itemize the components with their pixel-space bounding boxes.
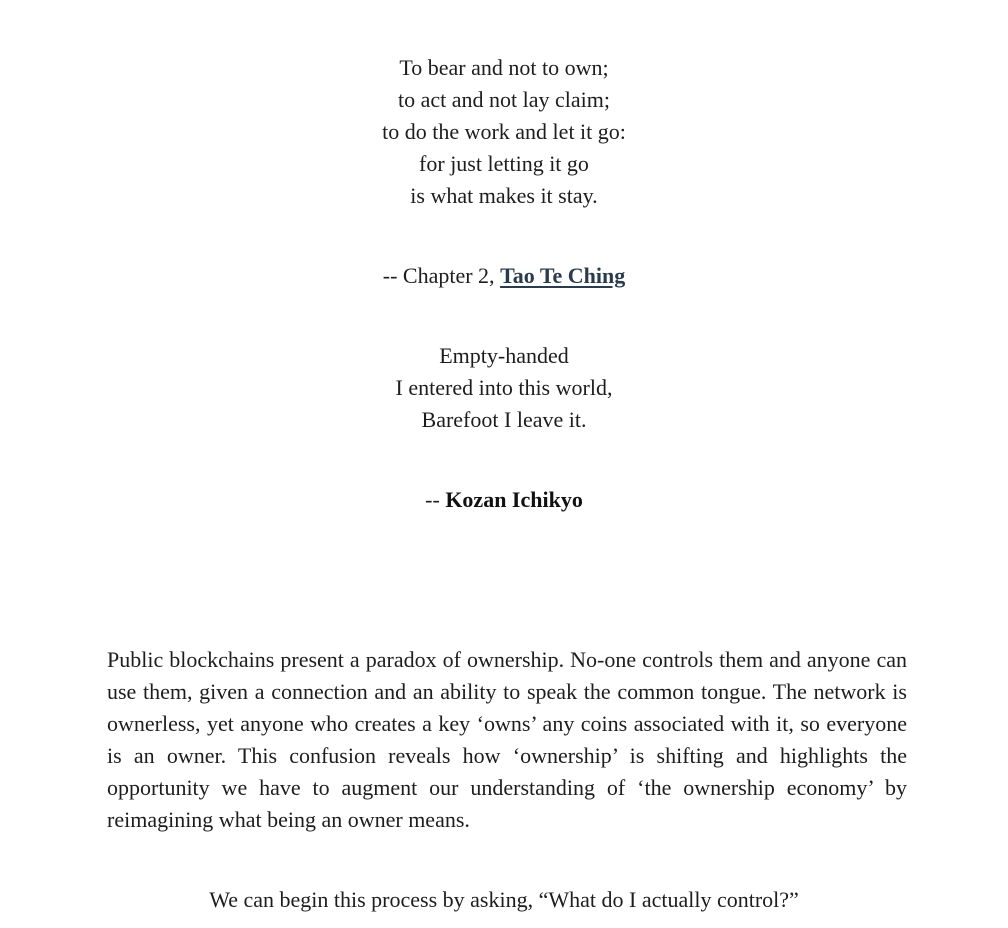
quote-line: I entered into this world, xyxy=(395,375,613,400)
quote-line: To bear and not to own; xyxy=(399,55,609,80)
quote-line: to act and not lay claim; xyxy=(398,87,610,112)
quote-line: Barefoot I leave it. xyxy=(421,407,587,432)
attribution-prefix: -- xyxy=(425,487,446,512)
attribution-name: Kozan Ichikyo xyxy=(445,487,583,512)
body-paragraph: Public blockchains present a paradox of ownership. No-one controls them and anyone can use them, given a connection and an ability to speak the common tongue. The network is ownerless, yet anyone who creates a key ‘owns’ any coins associated with it, so everyone is an owner. This confusion reveals how ‘ownership’ is shifting and highlights the opportunity we have to augment our understanding of ‘the ownership economy’ by reimagining what being an owner means. xyxy=(107,647,907,832)
attribution-prefix: -- Chapter 2, xyxy=(382,263,501,288)
closing-line: We can begin this process by asking, “What do I actually control?” xyxy=(209,887,799,912)
quote-tao-te-ching xyxy=(0,52,1008,212)
quote-line: for just letting it go xyxy=(419,151,589,176)
quote-line: is what makes it stay. xyxy=(410,183,598,208)
quote-line: Empty-handed xyxy=(439,343,569,368)
tao-te-ching-link[interactable]: Tao Te Ching xyxy=(500,263,626,288)
quote-kozan-ichikyo xyxy=(0,340,1008,436)
quote-attribution-tao xyxy=(0,260,1008,292)
quote-attribution-kozan xyxy=(0,484,1008,516)
quote-line: to do the work and let it go: xyxy=(382,119,626,144)
